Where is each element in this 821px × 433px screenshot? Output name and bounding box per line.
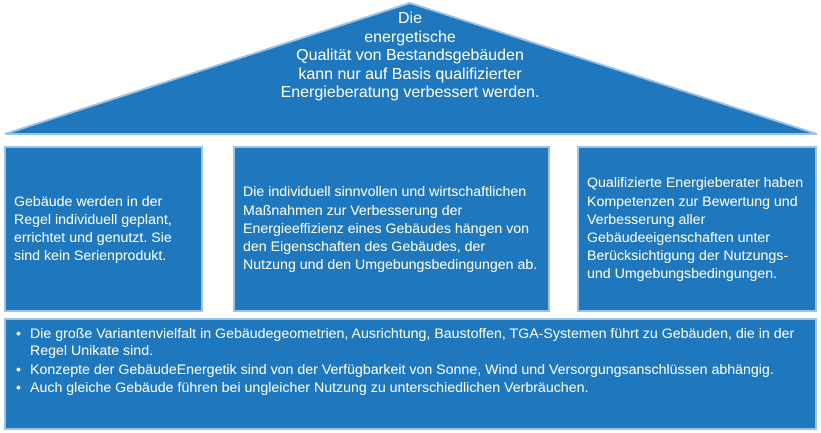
foundation-bullet: • Die große Variantenvielfalt in Gebäudegeometrien, Ausrichtung, Baustoffen, TGA-Systemen führt zu Gebäuden, die in der Regel Unikate sind. xyxy=(16,326,807,361)
foundation-bullet: • Konzepte der GebäudeEnergetik sind von der Verfügbarkeit von Sonne, Wind und Versorgungsanschlüssen abhängig. xyxy=(16,362,807,379)
pillar-energy-consultants xyxy=(577,146,817,312)
roof-statement xyxy=(200,10,620,103)
pillar-individual-buildings xyxy=(4,146,203,312)
roof-line: energetische xyxy=(364,28,456,46)
pillar-text: Die individuell sinnvollen und wirtschaftlichen Maßnahmen zur Verbesserung der Energieeffizienz eines Gebäudes hängen von den Eigenschaften des Gebäudes, der Nutzung und den Umgebungsbedingungen ab. xyxy=(243,184,538,274)
roof-line: kann nur auf Basis qualifizierter xyxy=(298,65,522,83)
roof-line: Energieberatung verbessert werden. xyxy=(280,84,540,102)
roof-line: Die xyxy=(397,10,422,27)
roof-line: Qualität von Bestandsgebäuden xyxy=(296,47,524,65)
pillar-text: Qualifizierte Energieberater haben Kompetenzen zur Bewertung und Verbesserung aller Gebäudeeigenschaften unter Berücksichtigung der Nutzungs- und Umgebungsbedingungen. xyxy=(587,175,804,283)
pillar-measures xyxy=(233,146,550,312)
foundation-box xyxy=(4,318,817,430)
foundation-bullet-list xyxy=(16,326,807,398)
foundation-bullet: • Auch gleiche Gebäude führen bei ungleicher Nutzung zu unterschiedlichen Verbräuchen. xyxy=(16,380,807,397)
pillar-text: Gebäude werden in der Regel individuell geplant, errichtet und genutzt. Sie sind kein Serienprodukt. xyxy=(14,193,172,265)
